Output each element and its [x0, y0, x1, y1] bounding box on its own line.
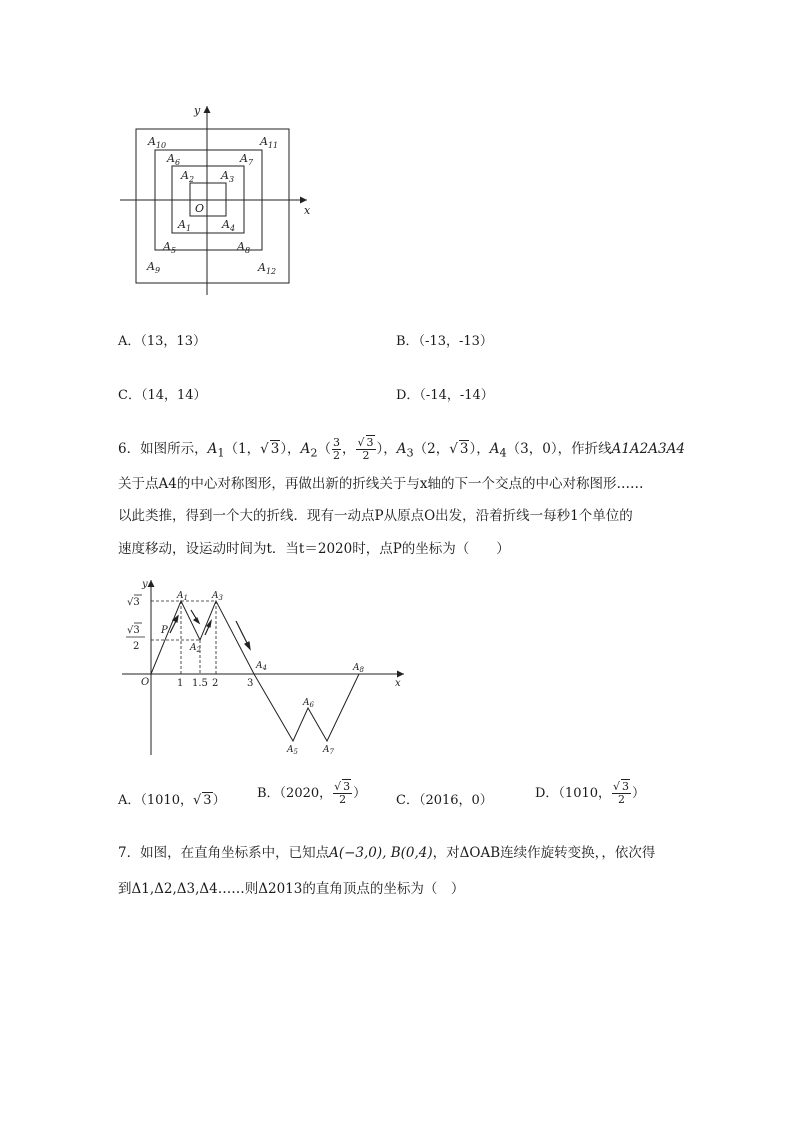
q7-line-1: 7．如图，在直角坐标系中，已知点A(−3,0), B(0,4)，对ΔOAB连续作旋转变换，，依次得 — [118, 845, 656, 861]
label-a8: $A_8$ — [237, 240, 251, 255]
y-axis-label: y — [142, 579, 148, 590]
label-a12: $A_{12}$ — [258, 261, 277, 276]
q6-line-3: 以此类推，得到一个大的折线．现有一动点P从原点O出发，沿着折线一每秒1个单位的 — [118, 508, 633, 524]
folded-polyline — [151, 601, 359, 741]
x-axis-label: x — [304, 204, 311, 217]
label-a9: $A_9$ — [147, 260, 161, 275]
q6-line-1: 6．如图所示，$A_1(1$，√ 3），$A_2$（ $\frac{3}{2}$ ， $\frac{√ 3}{2}$ ），$A_3(2$，√ 3），$A_4(3$，0），作折线A1A2A3A4 — [118, 436, 685, 462]
tick-x-2: 2 — [212, 678, 219, 689]
q5-option-c[interactable]: C．（14，14） — [118, 388, 207, 403]
label-a6: $A_6$ — [303, 698, 314, 709]
label-a11: $A_{11}$ — [260, 135, 279, 150]
origin-label: O — [195, 202, 205, 215]
q6-option-d[interactable]: D．（1010， $\frac{√ 3}{2}$ ） — [535, 780, 646, 806]
label-a1: $A_1$ — [178, 218, 192, 233]
q6-intro: 如图所示， — [140, 441, 208, 457]
label-a4: $A_4$ — [256, 661, 267, 672]
label-a5: $A_5$ — [163, 240, 177, 255]
label-a6: $A_6$ — [167, 152, 181, 167]
q5-option-a[interactable]: A．（13，13） — [118, 334, 206, 349]
label-a3: $A_3$ — [212, 591, 223, 602]
svg-text:2: 2 — [133, 641, 140, 652]
label-a7: $A_7$ — [240, 152, 254, 167]
q7-points: A(−3,0), B(0,4) — [329, 845, 433, 861]
q6-polyline: A1A2A3A4 — [611, 441, 685, 457]
polyline-figure — [115, 572, 415, 762]
label-a2: $A_2$ — [181, 169, 195, 184]
tick-x-1: 1 — [177, 678, 184, 689]
point-p-label: P — [161, 625, 168, 636]
x-axis-label: x — [395, 678, 401, 689]
direction-arrow-4 — [236, 621, 248, 645]
q7-line-2: 到Δ1,Δ2,Δ3,Δ4……则Δ2013的直角顶点的坐标为（ ） — [118, 881, 465, 897]
q5-option-d[interactable]: D．（-14，-14） — [396, 388, 494, 403]
q6-option-a[interactable]: A．（1010，√ 3） — [118, 793, 226, 808]
label-a7: $A_7$ — [323, 745, 334, 756]
square-4 — [136, 129, 289, 283]
label-a3: $A_3$ — [221, 169, 235, 184]
q5-option-b[interactable]: B．（-13，-13） — [396, 334, 493, 349]
label-a8: $A_8$ — [353, 663, 364, 674]
q6-line-4: 速度移动，设运动时间为t．当t＝2020时，点P的坐标为（ ） — [118, 541, 510, 557]
tick-y-sqrt3: √3 — [127, 597, 140, 608]
nested-squares-figure — [115, 98, 325, 303]
tick-x-3: 3 — [247, 678, 254, 689]
label-a1: $A_1$ — [177, 591, 188, 602]
origin-label: O — [141, 677, 150, 688]
q6-number: 6． — [118, 441, 141, 457]
label-a2: $A_2$ — [190, 643, 201, 654]
label-a10: $A_{10}$ — [148, 135, 167, 150]
q6-option-c[interactable]: C．（2016，0） — [396, 793, 493, 808]
q6-intro-end: ，作折线 — [557, 441, 612, 457]
tick-y-sqrt3-half: √3 — [127, 625, 140, 636]
label-a5: $A_5$ — [287, 745, 298, 756]
tick-x-1.5: 1.5 — [192, 678, 208, 689]
label-a4: $A_4$ — [222, 218, 236, 233]
q6-line-2: 关于点A4的中心对称图形，再做出新的折线关于与x轴的下一个交点的中心对称图形…… — [118, 476, 644, 492]
q6-option-b[interactable]: B．（2020， $\frac{√ 3}{2}$ ） — [257, 780, 367, 806]
y-axis-label: y — [194, 104, 201, 117]
